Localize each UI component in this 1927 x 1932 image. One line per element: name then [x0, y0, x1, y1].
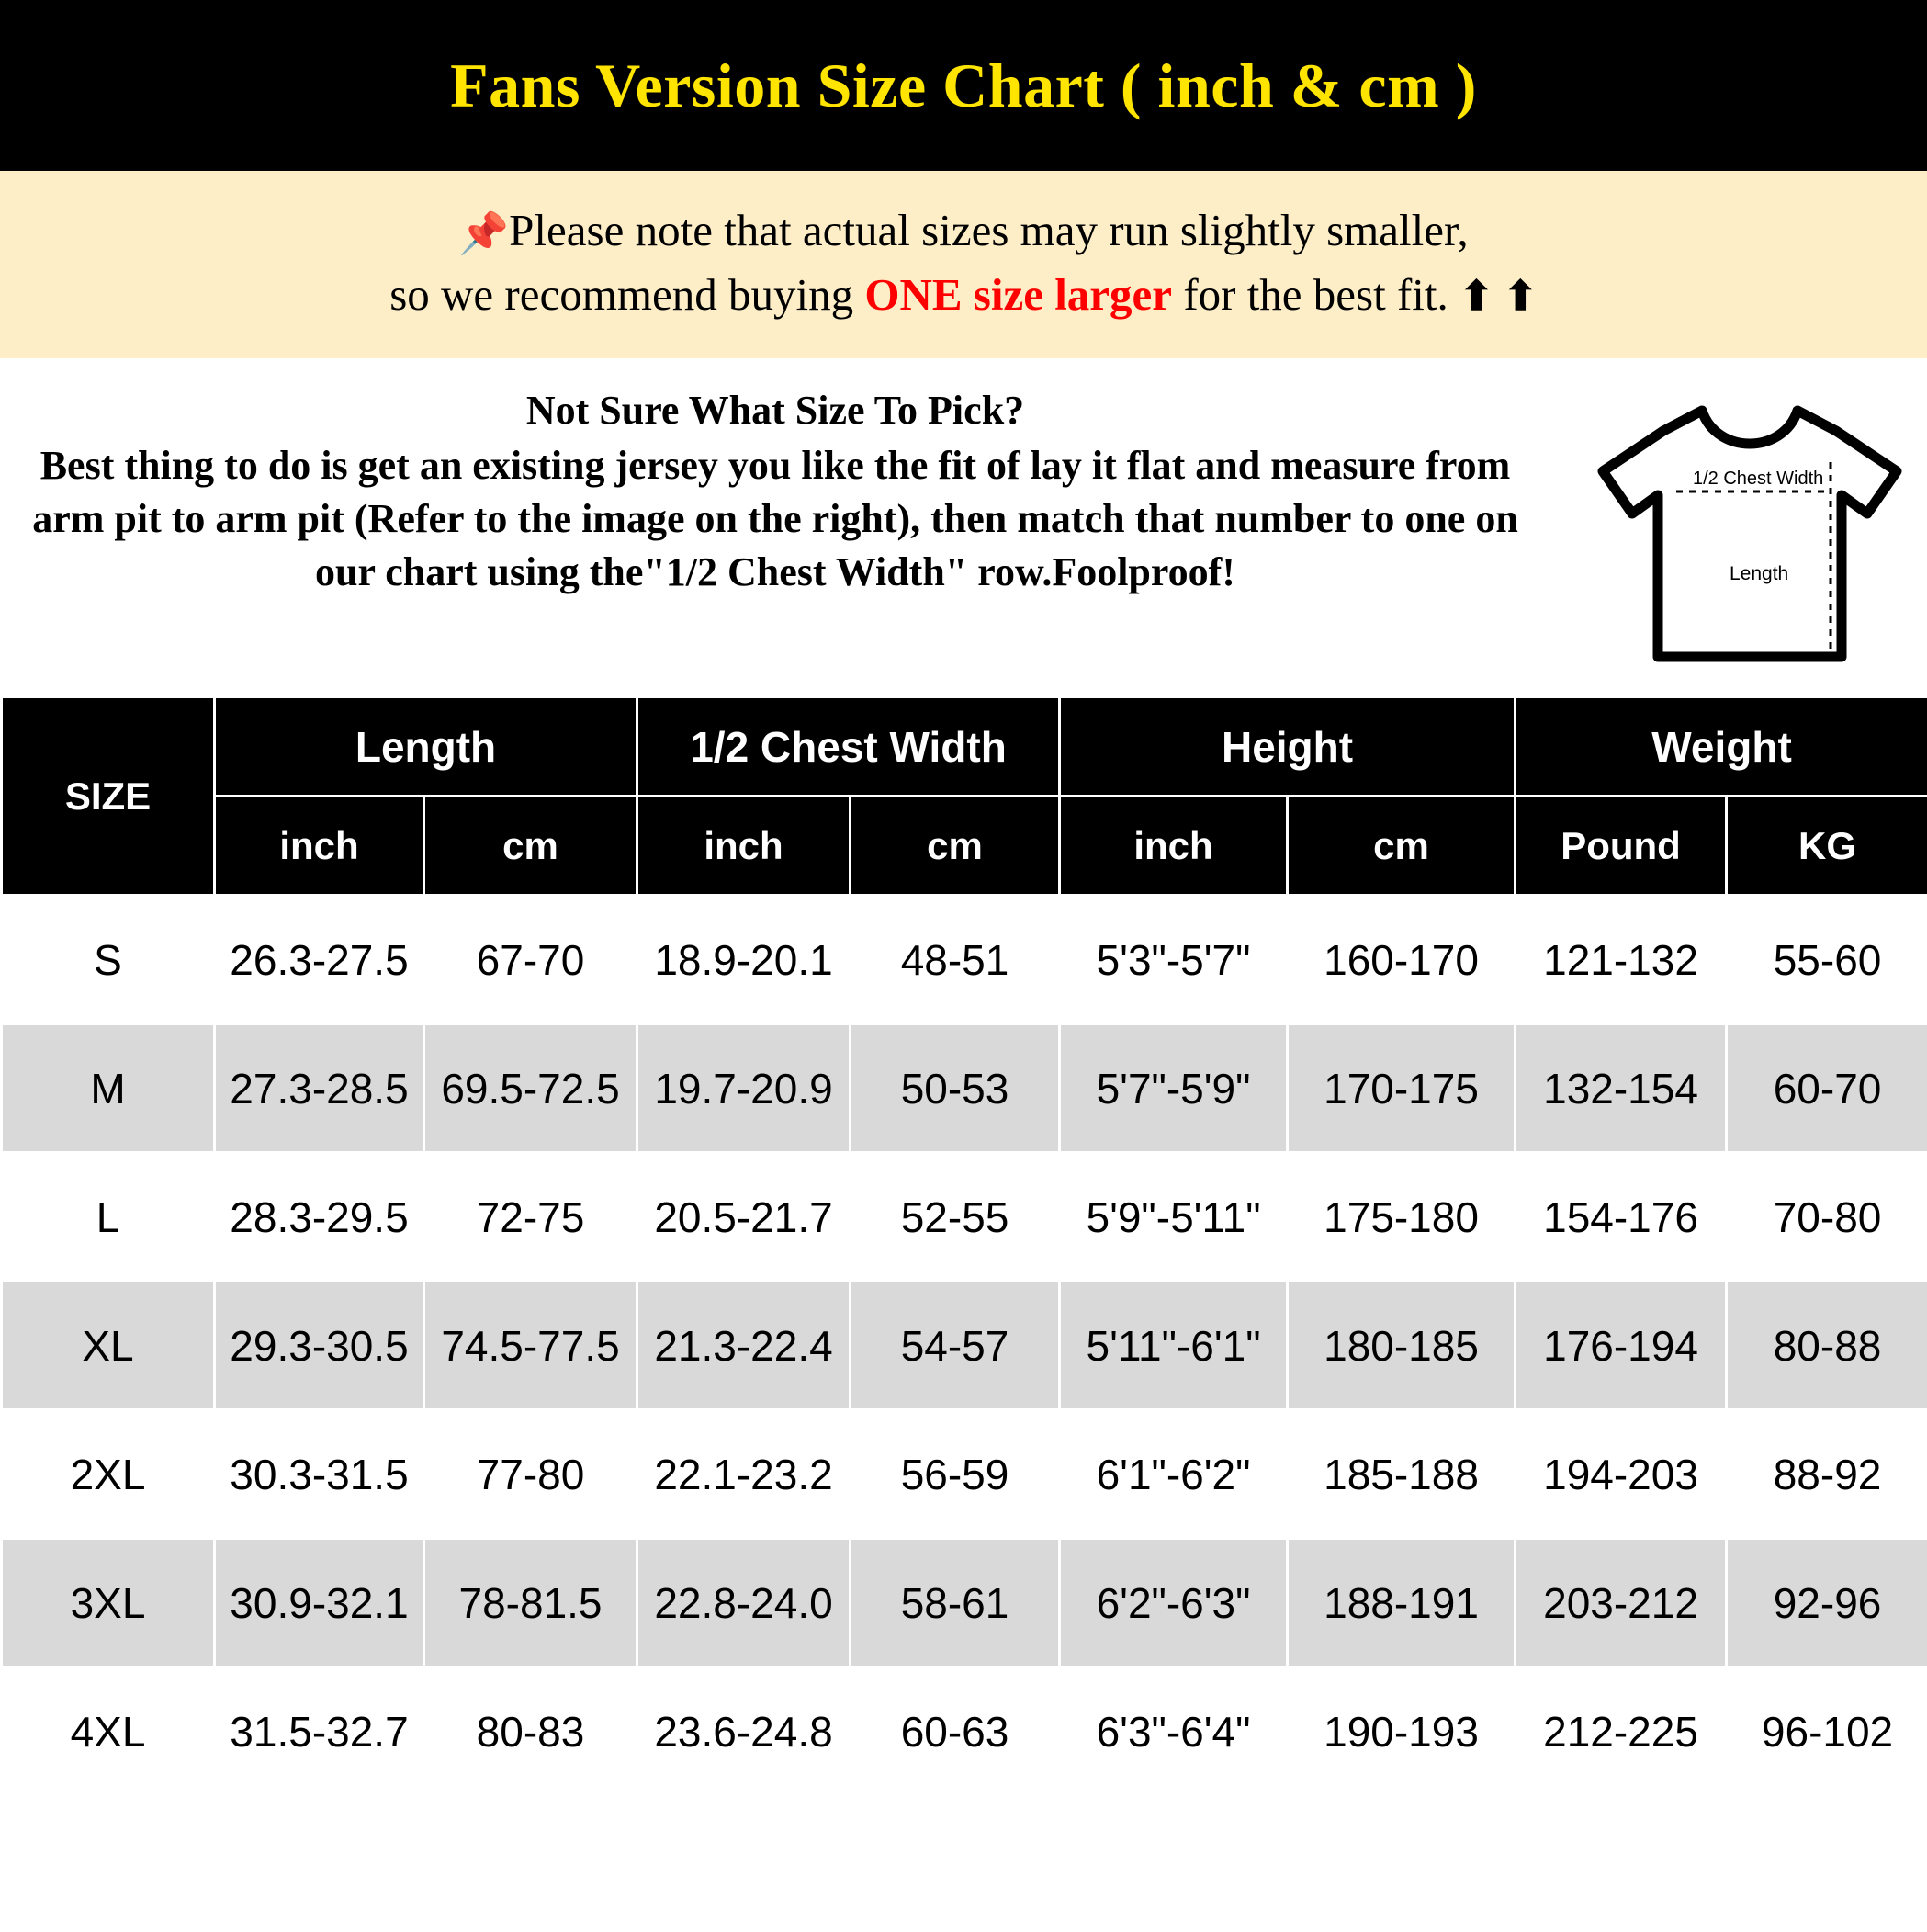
cell-length-cm: 69.5-72.5: [424, 1024, 637, 1153]
cell-height-cm: 188-191: [1288, 1539, 1516, 1667]
cell-length-inch: 30.3-31.5: [215, 1410, 424, 1539]
cell-chest-inch: 22.1-23.2: [637, 1410, 851, 1539]
header-unit-length-inch: inch: [215, 797, 424, 896]
cell-size: S: [2, 896, 215, 1024]
cell-length-cm: 80-83: [424, 1667, 637, 1796]
cell-length-inch: 31.5-32.7: [215, 1667, 424, 1796]
cell-height-cm: 160-170: [1288, 896, 1516, 1024]
cell-size: L: [2, 1153, 215, 1282]
header-group-length: Length: [215, 697, 637, 797]
table-head: [2, 697, 1927, 896]
table-body: [2, 896, 1927, 1796]
table-row: [2, 1282, 1927, 1410]
cell-height-cm: 190-193: [1288, 1667, 1516, 1796]
cell-height-inch: 5'7"-5'9": [1060, 1024, 1288, 1153]
cell-length-inch: 29.3-30.5: [215, 1282, 424, 1410]
help-heading: Not Sure What Size To Pick?: [525, 388, 1025, 434]
tshirt-icon: [1555, 396, 1913, 672]
cell-weight-pound: 203-212: [1516, 1539, 1727, 1667]
cell-size: M: [2, 1024, 215, 1153]
cell-height-inch: 5'3"-5'7": [1060, 896, 1288, 1024]
cell-length-cm: 74.5-77.5: [424, 1282, 637, 1410]
cell-weight-pound: 176-194: [1516, 1282, 1727, 1410]
cell-chest-cm: 60-63: [851, 1667, 1060, 1796]
cell-length-inch: 27.3-28.5: [215, 1024, 424, 1153]
cell-chest-inch: 18.9-20.1: [637, 896, 851, 1024]
cell-weight-kg: 60-70: [1727, 1024, 1927, 1153]
header-size: SIZE: [2, 697, 215, 896]
header-unit-chest-cm: cm: [851, 797, 1060, 896]
cell-chest-cm: 52-55: [851, 1153, 1060, 1282]
cell-chest-inch: 20.5-21.7: [637, 1153, 851, 1282]
cell-weight-pound: 212-225: [1516, 1667, 1727, 1796]
cell-length-cm: 78-81.5: [424, 1539, 637, 1667]
page-title: Fans Version Size Chart ( inch & cm ): [450, 50, 1477, 120]
table-row: [2, 1667, 1927, 1796]
note-line-1-text: Please note that actual sizes may run slightly smaller,: [509, 205, 1469, 255]
cell-chest-inch: 21.3-22.4: [637, 1282, 851, 1410]
cell-size: XL: [2, 1282, 215, 1410]
cell-weight-kg: 88-92: [1727, 1410, 1927, 1539]
cell-chest-cm: 56-59: [851, 1410, 1060, 1539]
cell-weight-kg: 96-102: [1727, 1667, 1927, 1796]
cell-weight-pound: 154-176: [1516, 1153, 1727, 1282]
cell-length-cm: 67-70: [424, 896, 637, 1024]
header-group-chest: 1/2 Chest Width: [637, 697, 1060, 797]
size-table: [0, 695, 1927, 1797]
header-row-units: [2, 797, 1927, 896]
cell-height-cm: 180-185: [1288, 1282, 1516, 1410]
cell-size: 3XL: [2, 1539, 215, 1667]
note-line-2: [0, 263, 1927, 327]
header-unit-height-inch: inch: [1060, 797, 1288, 896]
help-body: Best thing to do is get an existing jersey you like the fit of lay it flat and measure from arm pit to arm pit (Refer to the image on the right), then match that number to one on our chart using the"1/2 Chest Width" row.Foolproof!: [32, 443, 1518, 595]
header-group-weight: Weight: [1516, 697, 1927, 797]
cell-chest-inch: 23.6-24.8: [637, 1667, 851, 1796]
header-unit-weight-pound: Pound: [1516, 797, 1727, 896]
header-group-height: Height: [1060, 697, 1516, 797]
header-unit-height-cm: cm: [1288, 797, 1516, 896]
pushpin-icon: 📌: [458, 211, 510, 256]
title-bar: [0, 0, 1927, 171]
tshirt-diagram: [1541, 387, 1927, 672]
cell-weight-pound: 194-203: [1516, 1410, 1727, 1539]
cell-height-inch: 6'3"-6'4": [1060, 1667, 1288, 1796]
cell-weight-kg: 92-96: [1727, 1539, 1927, 1667]
table-row: [2, 1410, 1927, 1539]
table-row: [2, 1539, 1927, 1667]
cell-length-cm: 77-80: [424, 1410, 637, 1539]
cell-height-inch: 5'9"-5'11": [1060, 1153, 1288, 1282]
chest-width-label: 1/2 Chest Width: [1693, 469, 1824, 490]
cell-weight-pound: 121-132: [1516, 896, 1727, 1024]
cell-chest-inch: 22.8-24.0: [637, 1539, 851, 1667]
cell-height-inch: 6'1"-6'2": [1060, 1410, 1288, 1539]
cell-height-inch: 6'2"-6'3": [1060, 1539, 1288, 1667]
header-row-groups: [2, 697, 1927, 797]
note-line-1: [0, 198, 1927, 263]
header-unit-weight-kg: KG: [1727, 797, 1927, 896]
help-text-block: [0, 387, 1541, 599]
cell-chest-cm: 48-51: [851, 896, 1060, 1024]
cell-chest-cm: 50-53: [851, 1024, 1060, 1153]
length-label: Length: [1730, 563, 1789, 585]
cell-height-cm: 170-175: [1288, 1024, 1516, 1153]
cell-weight-kg: 55-60: [1727, 896, 1927, 1024]
note-banner: [0, 171, 1927, 363]
cell-height-cm: 175-180: [1288, 1153, 1516, 1282]
cell-weight-kg: 70-80: [1727, 1153, 1927, 1282]
note-line-2-suffix: for the best fit.: [1172, 269, 1460, 321]
cell-length-cm: 72-75: [424, 1153, 637, 1282]
cell-length-inch: 30.9-32.1: [215, 1539, 424, 1667]
cell-height-cm: 185-188: [1288, 1410, 1516, 1539]
cell-weight-pound: 132-154: [1516, 1024, 1727, 1153]
cell-chest-cm: 58-61: [851, 1539, 1060, 1667]
note-line-2-prefix: so we recommend buying: [389, 269, 865, 321]
arrow-up-icon: ⬆ ⬆: [1459, 274, 1538, 320]
header-unit-chest-inch: inch: [637, 797, 851, 896]
cell-size: 4XL: [2, 1667, 215, 1796]
table-row: [2, 1024, 1927, 1153]
table-row: [2, 896, 1927, 1024]
table-row: [2, 1153, 1927, 1282]
cell-length-inch: 26.3-27.5: [215, 896, 424, 1024]
cell-height-inch: 5'11"-6'1": [1060, 1282, 1288, 1410]
cell-chest-cm: 54-57: [851, 1282, 1060, 1410]
cell-chest-inch: 19.7-20.9: [637, 1024, 851, 1153]
cell-size: 2XL: [2, 1410, 215, 1539]
cell-length-inch: 28.3-29.5: [215, 1153, 424, 1282]
header-unit-length-cm: cm: [424, 797, 637, 896]
note-emphasis: ONE size larger: [864, 269, 1173, 321]
help-section: [0, 363, 1927, 695]
cell-weight-kg: 80-88: [1727, 1282, 1927, 1410]
